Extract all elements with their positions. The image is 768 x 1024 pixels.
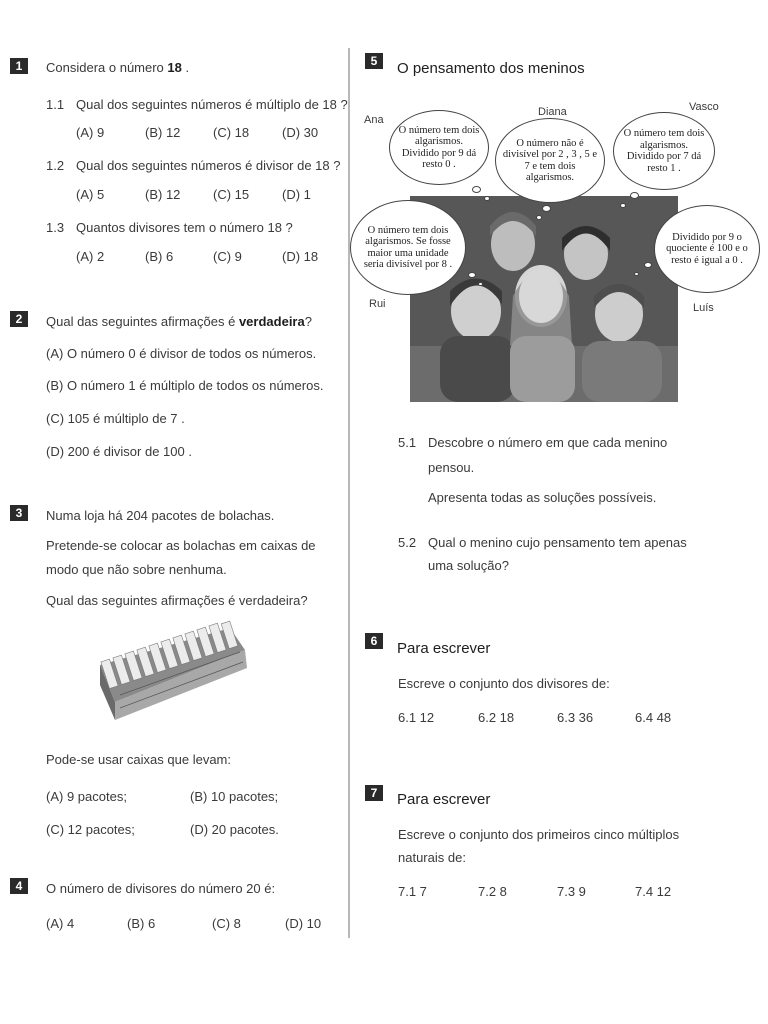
q1-prompt — [46, 60, 189, 75]
q5-2-line2: uma solução? — [428, 558, 509, 573]
bubble-rui: O número tem dois algarismos. Se fosse maior uma unidade seria divisível por 8 . — [350, 200, 466, 295]
q2-opt-c[interactable]: (C) 105 é múltiplo de 7 . — [46, 411, 185, 426]
q1-1-opt-c[interactable]: (C) 18 — [213, 125, 250, 140]
q6-text: Escreve o conjunto dos divisores de: — [398, 676, 610, 691]
q2-opt-d[interactable]: (D) 200 é divisor de 100 . — [46, 444, 192, 459]
column-divider — [348, 48, 350, 938]
q7-text-line2: naturais de: — [398, 850, 466, 865]
q6-item-3: 6.3 36 — [557, 710, 594, 725]
q5-1-line3: Apresenta todas as soluções possíveis. — [428, 490, 657, 505]
q6-item-1: 6.1 12 — [398, 710, 435, 725]
q3-line2: Pretende-se colocar as bolachas em caixas de — [46, 538, 316, 553]
name-rui: Rui — [369, 298, 386, 310]
q3-line4: Qual das seguintes afirmações é verdadeira? — [46, 593, 308, 608]
q1-1-id: 1.1 — [46, 97, 65, 112]
name-luis: Luís — [693, 302, 714, 314]
q1-1-text: Qual dos seguintes números é múltiplo de 18 ? — [76, 97, 348, 112]
q1-2-opt-c[interactable]: (C) 15 — [213, 187, 250, 202]
q4-text: O número de divisores do número 20 é: — [46, 881, 276, 896]
question-number-6: 6 — [365, 633, 383, 649]
q7-item-1: 7.1 7 — [398, 884, 427, 899]
q2-opt-a[interactable]: (A) O número 0 é divisor de todos os números. — [46, 346, 317, 361]
q2-opt-b[interactable]: (B) O número 1 é múltiplo de todos os números. — [46, 378, 324, 393]
q2-text: Qual das seguintes afirmações é — [46, 314, 236, 329]
q1-1-opt-a[interactable]: (A) 9 — [76, 125, 105, 140]
bubble-tail-dot — [478, 282, 483, 286]
q1-3-opt-c[interactable]: (C) 9 — [213, 249, 242, 264]
q3-line3: modo que não sobre nenhuma. — [46, 562, 227, 577]
question-number-2: 2 — [10, 311, 28, 327]
bubble-vasco: O número tem dois algarismos. Dividido por 7 dá resto 1 . — [613, 112, 715, 190]
bubble-tail-dot — [468, 272, 476, 278]
q1-3-text: Quantos divisores tem o número 18 ? — [76, 220, 293, 235]
name-diana: Diana — [538, 106, 567, 118]
q1-1-opt-b[interactable]: (B) 12 — [145, 125, 181, 140]
biscuit-packets-image — [95, 620, 255, 720]
q1-3-opt-d[interactable]: (D) 18 — [282, 249, 319, 264]
q4-opt-d[interactable]: (D) 10 — [285, 916, 322, 931]
q5-2-line1: Qual o menino cujo pensamento tem apenas — [428, 535, 687, 550]
q2-bold: verdadeira — [238, 314, 305, 329]
q1-text: Considera o número — [46, 60, 164, 75]
question-number-4: 4 — [10, 878, 28, 894]
question-number-3: 3 — [10, 505, 28, 521]
q1-2-opt-a[interactable]: (A) 5 — [76, 187, 105, 202]
q7-item-3: 7.3 9 — [557, 884, 586, 899]
q1-3-opt-a[interactable]: (A) 2 — [76, 249, 105, 264]
q1-number: 18 — [167, 60, 182, 75]
q5-1-id: 5.1 — [398, 435, 417, 450]
q4-opt-b[interactable]: (B) 6 — [127, 916, 156, 931]
bubble-tail-dot — [620, 203, 626, 208]
q3-line5: Pode-se usar caixas que levam: — [46, 752, 231, 767]
q4-opt-c[interactable]: (C) 8 — [212, 916, 241, 931]
bubble-tail-dot — [630, 192, 639, 199]
bubble-tail-dot — [472, 186, 481, 193]
q3-opt-d[interactable]: (D) 20 pacotes. — [190, 822, 279, 837]
q1-2-opt-d[interactable]: (D) 1 — [282, 187, 311, 202]
bubble-tail-dot — [644, 262, 652, 268]
q1-3-id: 1.3 — [46, 220, 65, 235]
q6-item-2: 6.2 18 — [478, 710, 515, 725]
bubble-tail-dot — [536, 215, 542, 220]
name-ana: Ana — [364, 114, 384, 126]
bubble-diana: O número não é divisível por 2 , 3 , 5 e 7 e tem dois algarismos. — [495, 118, 605, 203]
bubble-tail-dot — [542, 205, 551, 212]
q1-3-opt-b[interactable]: (B) 6 — [145, 249, 174, 264]
q3-opt-a[interactable]: (A) 9 pacotes; — [46, 789, 127, 804]
q6-item-4: 6.4 48 — [635, 710, 672, 725]
q5-1-line1: Descobre o número em que cada menino — [428, 435, 668, 450]
q1-dot: . — [185, 60, 190, 75]
q7-item-4: 7.4 12 — [635, 884, 672, 899]
q6-title: Para escrever — [397, 640, 491, 657]
q7-item-2: 7.2 8 — [478, 884, 507, 899]
q3-line1: Numa loja há 204 pacotes de bolachas. — [46, 508, 275, 523]
q5-title: O pensamento dos meninos — [397, 60, 585, 77]
bubble-tail-dot — [634, 272, 639, 276]
bubble-luis: Dividido por 9 o quociente é 100 e o resto é igual a 0 . — [654, 205, 760, 293]
q1-2-id: 1.2 — [46, 158, 65, 173]
q1-1-opt-d[interactable]: (D) 30 — [282, 125, 319, 140]
question-number-7: 7 — [365, 785, 383, 801]
q7-text-line1: Escreve o conjunto dos primeiros cinco múltiplos — [398, 827, 680, 842]
q7-title: Para escrever — [397, 791, 491, 808]
q3-opt-c[interactable]: (C) 12 pacotes; — [46, 822, 135, 837]
q1-2-opt-b[interactable]: (B) 12 — [145, 187, 181, 202]
bubble-ana: O número tem dois algarismos. Dividido por 9 dá resto 0 . — [389, 110, 489, 185]
q5-2-id: 5.2 — [398, 535, 417, 550]
question-number-5: 5 — [365, 53, 383, 69]
q2-end: ? — [304, 314, 312, 329]
q1-2-text: Qual dos seguintes números é divisor de 18 ? — [76, 158, 341, 173]
name-vasco: Vasco — [689, 101, 719, 113]
q3-opt-b[interactable]: (B) 10 pacotes; — [190, 789, 279, 804]
question-number-1: 1 — [10, 58, 28, 74]
q2-prompt — [46, 314, 312, 329]
q4-opt-a[interactable]: (A) 4 — [46, 916, 75, 931]
q5-1-line2: pensou. — [428, 460, 475, 475]
bubble-tail-dot — [484, 196, 490, 201]
